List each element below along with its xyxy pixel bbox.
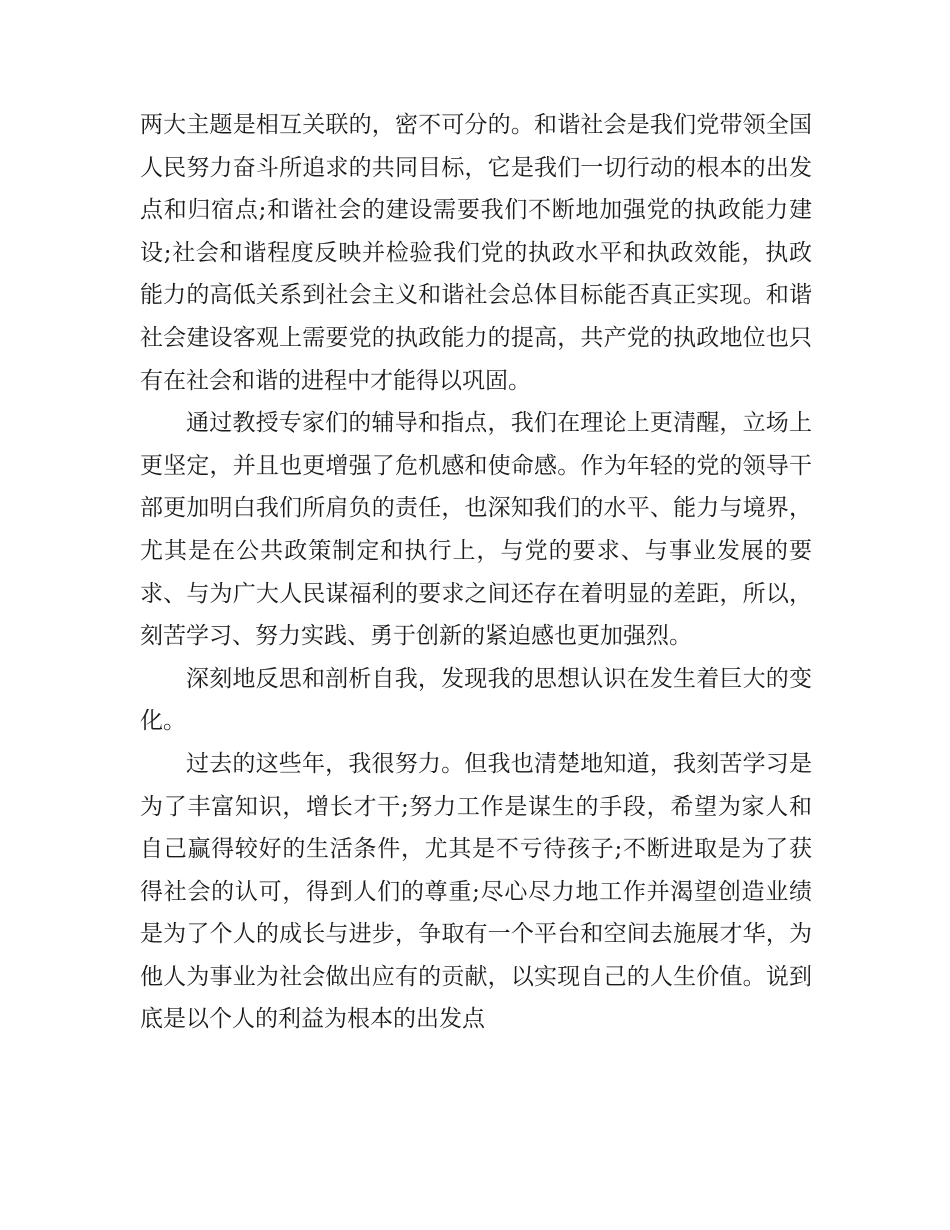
paragraph-past-years: 过去的这些年，我很努力。但我也清楚地知道，我刻苦学习是为了丰富知识，增长才干;努力工作是谋生的手段，希望为家人和自己赢得较好的生活条件，尤其是不亏待孩子;不断进取是为了获得社会的认可，得到人们的尊重;尽心尽力地工作并渴望创造业绩是为了个人的成长与进步，争取有一个平台和空间去施展才华，为他人为事业为社会做出应有的贡献，以实现自己的人生价值。说到底是以个人的利益为根本的出发点 [140, 750, 812, 1033]
document-body [140, 104, 812, 1041]
paragraph-self-reflection: 深刻地反思和剖析自我，发现我的思想认识在发生着巨大的变化。 [140, 665, 812, 735]
paragraph-continued: 两大主题是相互关联的，密不可分的。和谐社会是我们党带领全国人民努力奋斗所追求的共同目标，它是我们一切行动的根本的出发点和归宿点;和谐社会的建设需要我们不断地加强党的执政能力建设;社会和谐程度反映并检验我们党的执政水平和执政效能，执政能力的高低关系到社会主义和谐社会总体目标能否真正实现。和谐社会建设客观上需要党的执政能力的提高，共产党的执政地位也只有在社会和谐的进程中才能得以巩固。 [140, 112, 812, 394]
paragraph-expert-guidance: 通过教授专家们的辅导和指点，我们在理论上更清醒，立场上更坚定，并且也更增强了危机感和使命感。作为年轻的党的领导干部更加明白我们所肩负的责任，也深知我们的水平、能力与境界，尤其是在公共政策制定和执行上，与党的要求、与事业发展的要求、与为广大人民谋福利的要求之间还存在着明显的差距，所以，刻苦学习、努力实践、勇于创新的紧迫感也更加强烈。 [140, 410, 812, 650]
